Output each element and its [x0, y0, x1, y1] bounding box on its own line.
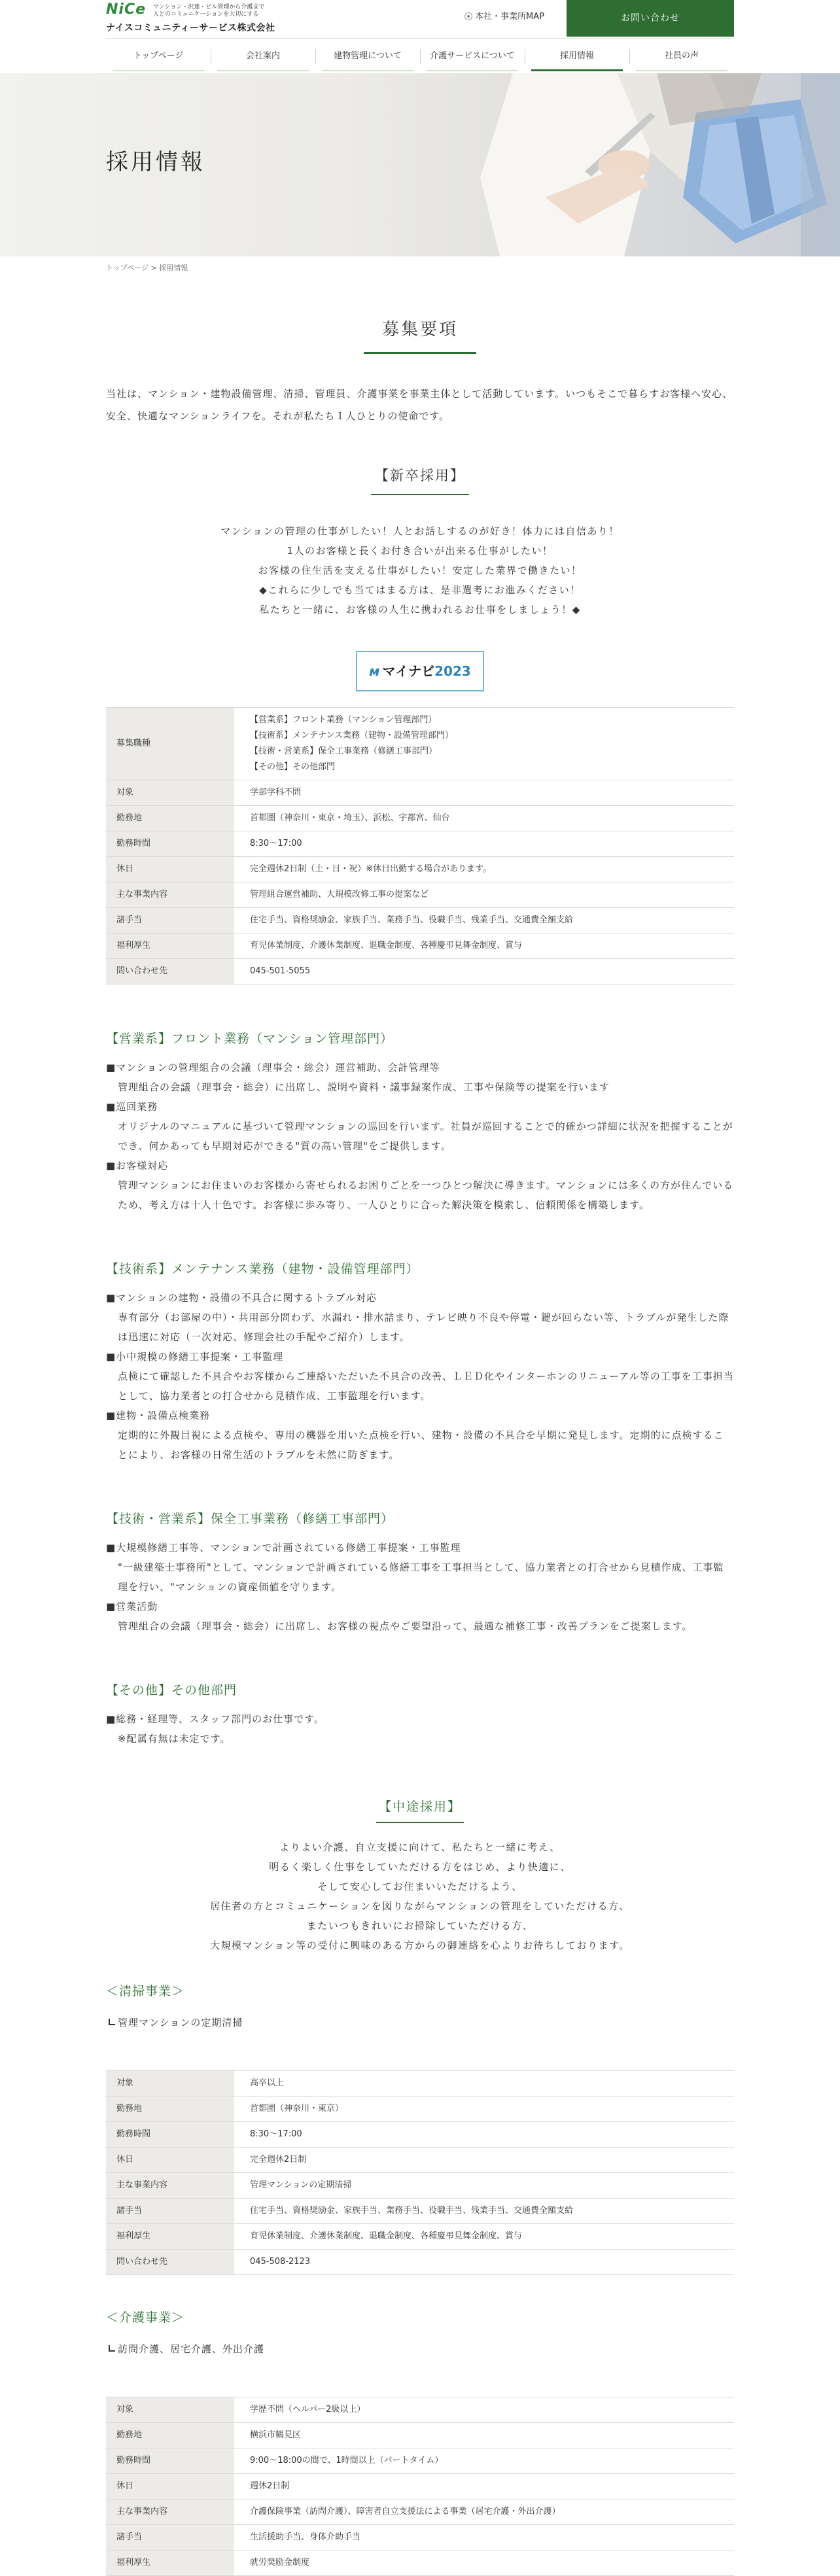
- table-key: 福利厚生: [106, 2550, 234, 2576]
- table-value: [234, 2173, 734, 2199]
- table-row: [106, 2423, 734, 2448]
- job-title: 【技術・営業系】保全工事業務（修繕工事部門）: [106, 1512, 394, 1526]
- table-value: [234, 2474, 734, 2499]
- table-key: 勤務時間: [106, 2122, 234, 2148]
- table-key: 勤務地: [106, 806, 234, 831]
- table-value: [234, 2250, 734, 2275]
- table-row: [106, 2525, 734, 2550]
- job-detail: 定期的に外観目視による点検や、専用の機器を用いた点検を行い、建物・設備の不具合を早期に発見します。定期的に点検することにより、お客様の日常生活のトラブルを未然に防ぎます。: [118, 1429, 724, 1461]
- cleaning-title: ＜清掃事業＞: [106, 1984, 185, 1998]
- job-body: [106, 1538, 734, 1636]
- table-key: 主な事業内容: [106, 882, 234, 908]
- mynavi-logo-icon: ᴍ: [369, 663, 380, 679]
- nav-item[interactable]: 採用情報: [525, 39, 629, 74]
- new-grad-heading: 【新卒採用】: [371, 465, 469, 495]
- table-row: [106, 2173, 734, 2199]
- site-header: [106, 0, 734, 38]
- job-body: [106, 1288, 734, 1465]
- table-value: [234, 2148, 734, 2173]
- job-detail: オリジナルのマニュアルに基づいて管理マンションの巡回を行います。社員が巡回することで的確かつ詳細に状況を把握することができ、何かあっても早期対応ができる"質の高い管理"をご提供します。: [118, 1121, 733, 1152]
- table-value: [234, 857, 734, 882]
- nav-item[interactable]: 建物管理について: [315, 39, 420, 74]
- table-value-line: 生活援助手当、身体介助手当: [250, 2532, 361, 2542]
- company-name: ナイスコミュニティーサービス株式会社: [106, 22, 275, 33]
- table-value-line: 9:00〜18:00の間で、1時間以上（パートタイム）: [250, 2456, 444, 2465]
- table-value: [234, 2224, 734, 2250]
- corner-arrow-icon: [109, 2345, 115, 2352]
- hero-photo: [343, 73, 840, 256]
- table-key: 対象: [106, 2397, 234, 2423]
- nav-item[interactable]: トップページ: [106, 39, 211, 74]
- table-value: [234, 831, 734, 857]
- message-line: 1人のお客様と長くお付き合いが出来る仕事がしたい！: [287, 545, 553, 557]
- job-bullet: ■マンションの管理組合の会議（理事会・総会）運営補助、会計管理等: [106, 1062, 440, 1073]
- table-value-line: 管理マンションの定期清掃: [250, 2180, 352, 2190]
- table-key: 諸手当: [106, 2525, 234, 2550]
- table-value-line: 住宅手当、資格奨励金、家族手当、業務手当、役職手当、残業手当、交通費全額支給: [250, 2206, 574, 2216]
- table-row: [106, 2097, 734, 2122]
- table-value-line: 高卒以上: [250, 2078, 285, 2088]
- table-row: [106, 908, 734, 933]
- job-title: 【その他】その他部門: [106, 1683, 237, 1697]
- cleaning-subtitle: [106, 2014, 734, 2031]
- nav-item[interactable]: 介護サービスについて: [420, 39, 525, 74]
- breadcrumb-separator: >: [150, 264, 157, 272]
- page-title: 採用情報: [106, 149, 205, 175]
- table-value-line: 8:30〜17:00: [250, 839, 302, 848]
- table-value-line: 育児休業制度、介護休業制度、退職金制度、各種慶弔見舞金制度、賞与: [250, 2231, 523, 2241]
- table-key: 諸手当: [106, 2199, 234, 2224]
- table-value-line: 管理組合運営補助、大規模改修工事の提案など: [250, 890, 429, 899]
- table-key: 募集職種: [106, 708, 234, 780]
- job-detail: 管理組合の会議（理事会・総会）に出席し、説明や資料・議事録案作成、工事や保険等の提案を行います: [118, 1081, 610, 1093]
- table-value-line: 首都圏（神奈川・東京）: [250, 2104, 344, 2114]
- table-key: 対象: [106, 780, 234, 806]
- table-row: [106, 2474, 734, 2499]
- table-value: [234, 2097, 734, 2122]
- table-key: 主な事業内容: [106, 2499, 234, 2525]
- job-descriptions: [106, 1029, 734, 1749]
- table-value-line: 045-508-2123: [250, 2257, 311, 2267]
- table-key: 対象: [106, 2071, 234, 2097]
- table-value: [234, 882, 734, 908]
- job-detail: 専有部分（お部屋の中）・共用部分問わず、水漏れ・排水詰まり、テレビ映り不良や停電・鍵が回らない等、トラブルが発生した際は迅速に対応（一次対応、修理会社の手配やご紹介）します。: [118, 1312, 729, 1343]
- care-subtitle-text: 訪問介護、居宅介護、外出介護: [118, 2343, 265, 2355]
- table-value-line: 横浜市鶴見区: [250, 2430, 302, 2440]
- table-row: [106, 708, 734, 780]
- table-row: [106, 2448, 734, 2474]
- table-value: [234, 933, 734, 959]
- job-bullet: ■建物・設備点検業務: [106, 1410, 211, 1421]
- job-bullet: ■お客様対応: [106, 1160, 169, 1172]
- table-value: [234, 708, 734, 780]
- care-title: ＜介護事業＞: [106, 2310, 185, 2325]
- mynavi-text: マイナビ: [382, 663, 435, 679]
- mid-career-title: [106, 1797, 734, 1823]
- job-body: [106, 1709, 734, 1749]
- breadcrumb: [106, 256, 734, 275]
- table-value: [234, 2448, 734, 2474]
- job-body: [106, 1058, 734, 1215]
- table-row: [106, 2071, 734, 2097]
- table-row: [106, 933, 734, 959]
- job-bullet: ■営業活動: [106, 1601, 158, 1612]
- table-row: [106, 2199, 734, 2224]
- table-row: [106, 2148, 734, 2173]
- table-value-line: 住宅手当、資格奨励金、家族手当、業務手当、役職手当、残業手当、交通費全額支給: [250, 915, 574, 925]
- table-value: [234, 2071, 734, 2097]
- table-row: [106, 882, 734, 908]
- new-grad-table: [106, 707, 734, 984]
- table-value-line: 【技術系】メンテナンス業務（建物・設備管理部門）: [250, 731, 453, 740]
- cleaning-table: [106, 2070, 734, 2275]
- table-value-line: 育児休業制度、介護休業制度、退職金制度、各種慶弔見舞金制度、賞与: [250, 941, 523, 950]
- hero-banner: [0, 73, 840, 256]
- table-row: [106, 2250, 734, 2275]
- table-value-line: 就労奨励金制度: [250, 2558, 310, 2567]
- table-value-line: 学部学科不問: [250, 788, 302, 797]
- table-row: [106, 780, 734, 806]
- table-row: [106, 2122, 734, 2148]
- table-value-line: 045-501-5055: [250, 966, 311, 976]
- job-detail: "一級建築士事務所"として、マンションで計画されている修繕工事を工事担当として、協力業者との打合せから見積作成、工事監理を行い、"マンションの資産価値を守ります。: [118, 1561, 724, 1593]
- office-map-label: 本社・事業所MAP: [475, 12, 544, 22]
- table-row: [106, 831, 734, 857]
- mynavi-banner[interactable]: [356, 651, 484, 691]
- table-value-line: 学歴不問（ヘルパー2級以上）: [250, 2405, 366, 2414]
- table-value-line: 完全週休2日制（土・日・祝）※休日出勤する場合があります。: [250, 864, 492, 874]
- cleaning-subtitle-text: 管理マンションの定期清掃: [118, 2017, 243, 2028]
- table-value: [234, 2499, 734, 2525]
- mid-career-heading: 【中途採用】: [376, 1797, 464, 1823]
- table-row: [106, 2397, 734, 2423]
- breadcrumb-home[interactable]: トップページ: [106, 264, 149, 272]
- table-value-line: 【営業系】フロント業務（マンション管理部門）: [250, 715, 437, 725]
- job-detail: 管理組合の会議（理事会・総会）に出席し、お客様の視点やご要望沿って、最適な補修工事・改善プランをご提案します。: [118, 1620, 693, 1632]
- table-value: [234, 780, 734, 806]
- table-value-line: 【その他】その他部門: [250, 762, 336, 772]
- table-key: 休日: [106, 2148, 234, 2173]
- mynavi-year: 2023: [434, 663, 471, 679]
- care-subtitle: [106, 2341, 734, 2358]
- logo-tagline-line: マンション・沢達・ビル管理から介護まで: [152, 4, 265, 10]
- table-value: [234, 2122, 734, 2148]
- table-key: 福利厚生: [106, 2224, 234, 2250]
- table-value-line: 首都圏（神奈川・東京・埼玉）、浜松、宇都宮、仙台: [250, 813, 450, 823]
- job-bullet: ■マンションの建物・設備の不具合に関するトラブル対応: [106, 1292, 377, 1304]
- table-value: [234, 2423, 734, 2448]
- table-value: [234, 806, 734, 831]
- table-key: 問い合わせ先: [106, 959, 234, 984]
- job-bullet: ■小中規模の修繕工事提案・工事監理: [106, 1351, 284, 1363]
- job-bullet: ■巡回業務: [106, 1101, 158, 1113]
- table-row: [106, 959, 734, 984]
- job-bullet: ■総務・経理等、スタッフ部門のお仕事です。: [106, 1713, 324, 1725]
- contact-button[interactable]: お問い合わせ: [567, 0, 734, 37]
- table-value: [234, 2397, 734, 2423]
- corner-arrow-icon: [109, 2019, 115, 2025]
- table-key: 諸手当: [106, 908, 234, 933]
- message-line: お客様の住生活を支える仕事がしたい！安定した業界で働きたい！: [258, 565, 582, 576]
- logo-tagline-line: 人とのコミュニケーションを大切にする: [152, 11, 259, 18]
- office-map-link[interactable]: [464, 10, 544, 24]
- logo[interactable]: [106, 3, 275, 35]
- job-detail: ※配属有無は未定です。: [118, 1733, 231, 1745]
- recruit-section-title: [106, 317, 734, 354]
- job-detail: 管理マンションにお住まいのお客様から寄せられるお困りごとを一つひとつ解決に導きます。マンションには多くの方が住んでいるため、考え方は十人十色です。お客様に歩み寄り、一人ひとりに合った解決策を模索し、信頼関係を構築します。: [118, 1179, 734, 1211]
- table-row: [106, 2499, 734, 2525]
- message-line: そして安心してお住まいいただけるよう、: [317, 1881, 523, 1892]
- table-value: [234, 2199, 734, 2224]
- recruit-intro: 当社は、マンション・建物設備管理、清掃、管理員、介護事業を事業主体として活動しています。いつもそこで暮らすお客様へ安心、安全、快適なマンションライフを。それが私たち１人ひとりの使命です。: [106, 388, 733, 422]
- message-line: 私たちと一緒に、お客様の人生に携われるお仕事をしましょう！◆: [259, 604, 581, 616]
- message-line: よりよい介護、自立支援に向けて、私たちと一緒に考え、: [279, 1841, 561, 1853]
- table-row: [106, 806, 734, 831]
- nav-item[interactable]: 社員の声: [629, 39, 734, 74]
- nav-item[interactable]: 会社案内: [211, 39, 315, 74]
- table-key: 勤務地: [106, 2423, 234, 2448]
- table-value: [234, 2525, 734, 2550]
- message-line: マンションの管理の仕事がしたい！人とお話しするのが好き！体力には自信あり！: [220, 525, 620, 537]
- table-value-line: 完全週休2日制: [250, 2155, 307, 2165]
- table-key: 勤務時間: [106, 831, 234, 857]
- circle-arrow-icon: [464, 12, 472, 20]
- message-line: またいつもきれいにお掃除していただける方、: [306, 1920, 534, 1932]
- job-bullet: ■大規模修繕工事等、マンションで計画されている修繕工事提案・工事監理: [106, 1542, 461, 1554]
- table-value-line: 週休2日制: [250, 2481, 290, 2491]
- table-row: [106, 2550, 734, 2576]
- table-value: [234, 2550, 734, 2576]
- table-value: [234, 908, 734, 933]
- logo-brand: NiCe: [106, 1, 147, 18]
- message-line: 大規模マンション等の受付に興味のある方からの御連絡を心よりお待ちしております。: [210, 1940, 630, 1951]
- new-grad-message: [106, 521, 734, 619]
- job-title: 【営業系】フロント業務（マンション管理部門）: [106, 1032, 394, 1046]
- table-key: 休日: [106, 2474, 234, 2499]
- recruit-heading: 募集要項: [364, 317, 476, 354]
- message-line: 明るく楽しく仕事をしていただける方をはじめ、より快適に、: [269, 1861, 571, 1873]
- table-value-line: 8:30〜17:00: [250, 2129, 302, 2139]
- main-nav: [106, 38, 734, 73]
- table-value: [234, 959, 734, 984]
- table-key: 問い合わせ先: [106, 2250, 234, 2275]
- job-detail: 点検にて確認した不具合やお客様からご連絡いただいた不具合の改善、ＬＥＤ化やインターホンのリニューアル等の工事を工事担当として、協力業者との打合せから見積作成、工事監理を行います。: [118, 1370, 734, 1402]
- message-line: ◆これらに少しでも当てはまる方は、是非選考にお進みください！: [259, 584, 581, 596]
- table-key: 福利厚生: [106, 933, 234, 959]
- table-key: 主な事業内容: [106, 2173, 234, 2199]
- table-key: 休日: [106, 857, 234, 882]
- table-row: [106, 857, 734, 882]
- job-title: 【技術系】メンテナンス業務（建物・設備管理部門）: [106, 1262, 419, 1276]
- table-row: [106, 2224, 734, 2250]
- table-key: 勤務時間: [106, 2448, 234, 2474]
- logo-tagline: [153, 4, 265, 18]
- new-grad-title: [106, 465, 734, 495]
- table-value-line: 【技術・営業系】保全工事業務（修繕工事部門）: [250, 746, 438, 756]
- table-value-line: 介護保険事業（訪問介護）、障害者自立支援法による事業（居宅介護・外出介護）: [250, 2507, 561, 2516]
- care-table: [106, 2397, 734, 2576]
- message-line: 居住者の方とコミュニケーションを図りながらマンションの管理をしていただける方、: [210, 1900, 630, 1912]
- mid-career-message: [106, 1837, 734, 1955]
- table-key: 勤務地: [106, 2097, 234, 2122]
- breadcrumb-current: 採用情報: [159, 264, 188, 272]
